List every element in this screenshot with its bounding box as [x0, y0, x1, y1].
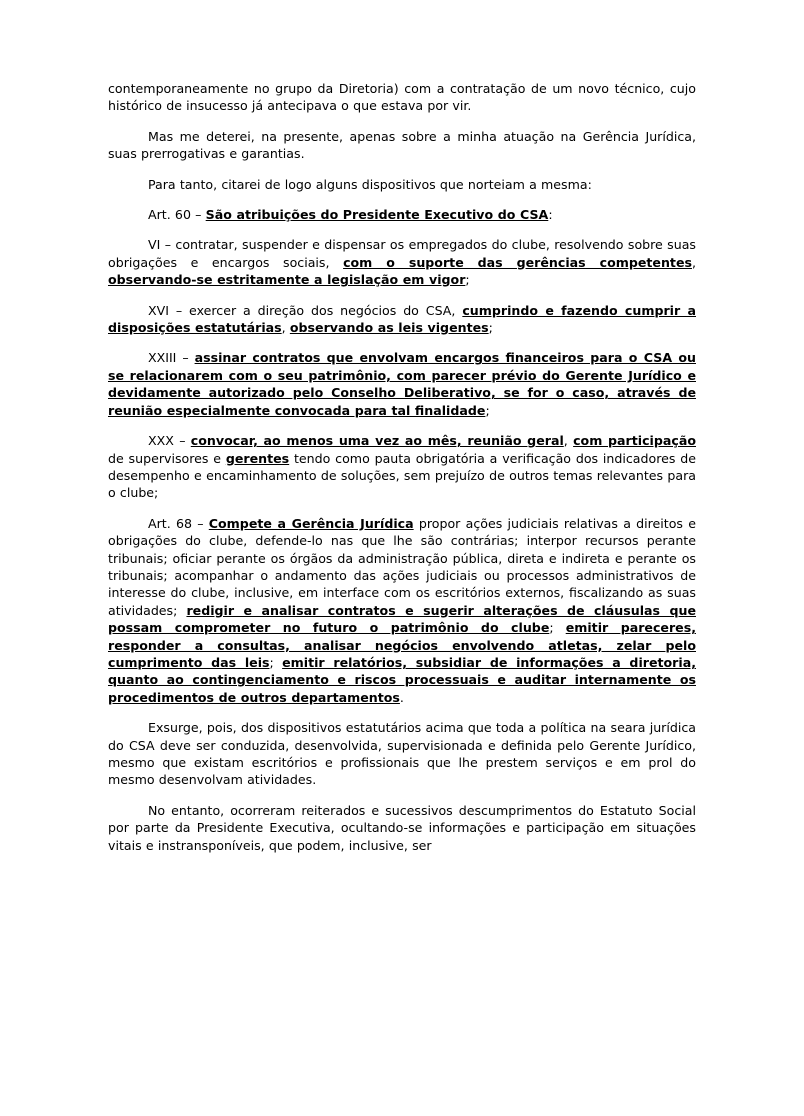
body-text: No entanto, ocorreram reiterados e sucessivos descumprimentos do Estatuto Social por parte da Presidente Executiva, ocultando-se informações e participação em situações vitais e instransponíveis, que podem, inclusive, ser — [108, 802, 696, 853]
para-deterei — [108, 128, 696, 163]
para-exsurge — [108, 719, 696, 789]
body-text: VI – contratar, suspender e dispensar os empregados do clube, resolvendo sobre suas obrigações e encargos sociais, — [108, 237, 696, 270]
body-text: ; — [465, 272, 470, 288]
para-inciso-xvi — [108, 302, 696, 337]
body-text: tendo como pauta obrigatória a verificação dos indicadores de desempenho e encaminhamento de soluções, sem prejuízo de outros temas relevantes para o clube; — [108, 450, 696, 501]
emphasised-text: observando-se estritamente a legislação em vigor — [108, 272, 466, 288]
body-text: . — [399, 689, 404, 705]
emphasised-text: convocar, ao menos uma vez ao mês, reunião geral — [190, 433, 564, 449]
emphasised-text: assinar contratos que envolvam encargos financeiros para o CSA ou se relacionarem com o seu patrimônio, com parecer prévio do Gerente Jurídico e devidamente autorizado pelo Conselho Deliberativo, se for o caso, através de reunião especialmente convocada para tal finalidade — [108, 350, 696, 418]
body-text: , — [281, 320, 290, 336]
para-no-entanto — [108, 802, 696, 854]
document-body — [108, 80, 696, 854]
body-text: propor ações judiciais relativas a direitos e obrigações do clube, defende-lo nas que lhe são contrárias; interpor recursos perante tribunais; oficiar perante os órgãos da administração pública, direta e indireta e perante os tribunais; acompanhar o andamento das ações judiciais ou processos administrativos de interesse do clube, inclusive, em interface com os escritórios externos, fiscalizando as suas atividades; — [108, 515, 696, 618]
emphasised-text: observando as leis vigentes — [289, 320, 489, 336]
emphasised-text: com o suporte das gerências competentes — [343, 254, 692, 270]
emphasised-text: Compete a Gerência Jurídica — [208, 515, 414, 531]
body-text: de supervisores e — [108, 450, 226, 466]
body-text: Para tanto, citarei de logo alguns dispositivos que norteiam a mesma: — [148, 176, 592, 192]
body-text: ; — [549, 620, 566, 636]
body-text: Mas me deterei, na presente, apenas sobre a minha atuação na Gerência Jurídica, suas prerrogativas e garantias. — [108, 128, 696, 162]
body-text: ; — [269, 654, 283, 670]
para-inciso-vi — [108, 236, 696, 288]
emphasised-text: gerentes — [225, 450, 290, 466]
body-text: XXIII – — [148, 350, 195, 366]
body-text: Art. 68 – — [148, 515, 209, 531]
body-text: , — [563, 433, 574, 449]
emphasised-text: com participação — [573, 433, 696, 449]
para-inciso-xxiii — [108, 349, 696, 419]
para-continuation — [108, 80, 696, 115]
body-text: ; — [488, 320, 493, 336]
body-text: XVI – exercer a direção dos negócios do CSA, — [148, 302, 463, 318]
body-text: XXX – — [148, 433, 191, 449]
body-text: Exsurge, pois, dos dispositivos estatutários acima que toda a política na seara jurídica do CSA deve ser conduzida, desenvolvida, supervisionada e definida pelo Gerente Jurídico, mesmo que existam escritórios e profissionais que lhe prestem serviços e em prol do mesmo desenvolvam atividades. — [108, 720, 696, 788]
para-art-60 — [108, 206, 696, 223]
body-text: contemporaneamente no grupo da Diretoria) com a contratação de um novo técnico, cujo histórico de insucesso já antecipava o que estava por vir. — [108, 81, 696, 114]
emphasised-text: redigir e analisar contratos e sugerir alterações de cláusulas que possam comprometer no futuro o patrimônio do clube — [108, 602, 696, 636]
emphasised-text: São atribuições do Presidente Executivo do CSA — [205, 207, 549, 223]
body-text: ; — [485, 402, 490, 418]
para-inciso-xxx — [108, 432, 696, 502]
body-text: Art. 60 – — [148, 207, 206, 223]
body-text: : — [548, 207, 553, 223]
emphasised-text: emitir pareceres, responder a consultas, analisar negócios envolvendo atletas, zelar pelo cumprimento das leis — [108, 620, 696, 670]
emphasised-text: cumprindo e fazendo cumprir a disposições estatutárias — [108, 302, 696, 336]
body-text: , — [691, 254, 696, 270]
para-art-68 — [108, 515, 696, 706]
para-para-tanto — [108, 176, 696, 193]
emphasised-text: emitir relatórios, subsidiar de informações a diretoria, quanto ao contingenciamento e riscos processuais e auditar internamente os procedimentos de outros departamentos — [108, 654, 696, 705]
